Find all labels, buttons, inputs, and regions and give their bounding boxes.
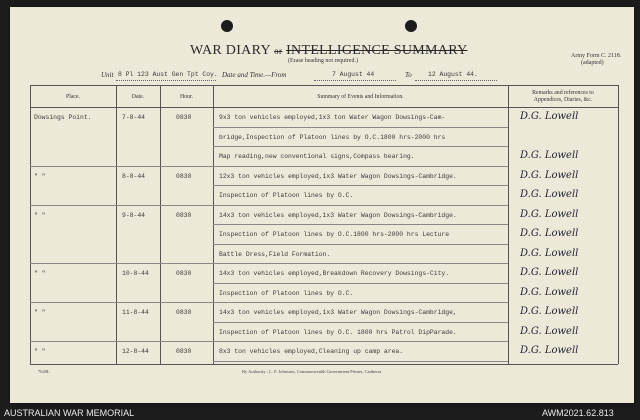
initials-signature: D.G. Lowell	[520, 325, 579, 337]
entry-summary-line: Inspection of Platoon lines by O.C.	[219, 289, 354, 297]
caption-institution: AUSTRALIAN WAR MEMORIAL	[4, 408, 135, 418]
from-value: 7 August 44	[332, 71, 375, 78]
initials-signature: D.G. Lowell	[520, 306, 579, 317]
footer-code: 7620L	[38, 369, 50, 374]
date-time-label: Date and Time.—From	[222, 71, 287, 79]
column-place: Place.	[65, 94, 80, 100]
initials-signature: D.G. Lowell	[520, 247, 579, 259]
punch-hole-left	[221, 20, 233, 32]
caption-accession: AWM2021.62.813	[542, 408, 614, 418]
column-summary: Summary of Events and Information.	[317, 94, 404, 100]
title-or: or	[274, 46, 283, 56]
form-note: (adapted)	[581, 60, 604, 66]
entry-summary-line: 14x3 ton vehicles employed,1x3 Water Wagon Dowsings-Cambridge.	[219, 211, 457, 219]
initials-signature: D.G. Lowell	[520, 228, 579, 239]
entry-summary-line: Inspection of Platoon lines by O.C.1800 hrs-2000 hrs Lecture	[219, 231, 450, 238]
initials-signature: D.G. Lowell	[520, 169, 579, 181]
title-war-diary: WAR DIARY	[190, 43, 271, 58]
initials-signature: D.G. Lowell	[520, 208, 579, 220]
entry-place: " "	[34, 270, 46, 277]
initials-signature: D.G. Lowell	[520, 286, 579, 298]
column-remarks-line2: Appendices, Diaries, &c.	[533, 97, 593, 103]
form-number: Army Form C. 2118.	[571, 53, 622, 59]
entry-place: " "	[34, 348, 46, 355]
entry-summary-line: bridge,Inspection of Platoon lines by O.C.1800 hrs-2000 hrs	[219, 133, 446, 141]
entry-hour: 0830	[176, 309, 192, 316]
diary-page	[10, 7, 634, 403]
initials-signature: D.G. Lowell	[520, 345, 579, 356]
entry-hour: 0830	[176, 114, 192, 121]
entry-date: 8-8-44	[122, 172, 146, 180]
entry-summary-line: 14x3 ton vehicles employed,1x3 Water Wagon Dowsings-Cambridge,	[219, 309, 457, 316]
entry-summary-line: 8x3 ton vehicles employed,Cleaning up camp area.	[219, 348, 404, 355]
initials-signature: D.G. Lowell	[520, 111, 579, 122]
entry-summary-line: 12x3 ton vehicles employed,1x3 Water Wagon Dowsings-Cambridge.	[219, 172, 457, 180]
entry-date: 12-8-44	[122, 348, 149, 355]
entry-summary-line: Map reading,new conventional signs,Compass bearing.	[219, 153, 415, 160]
entry-summary-line: 14x3 ton vehicles employed,Breakdown Recovery Dowsings-City.	[219, 270, 450, 277]
unit-label: Unit	[101, 71, 114, 79]
initials-signature: D.G. Lowell	[520, 150, 579, 161]
page-title	[190, 43, 467, 59]
column-hour: Hour.	[179, 94, 194, 100]
entry-hour: 0830	[176, 172, 192, 180]
unit-value: 8 Pl 123 Aust Gen Tpt Coy.	[118, 71, 218, 78]
entry-date: 7-8-44	[122, 114, 146, 121]
entry-summary-line: Inspection of Platoon lines by O.C. 1800 hrs Patrol DipParade.	[219, 328, 457, 336]
initials-signature: D.G. Lowell	[520, 189, 579, 200]
entry-summary-line: 9x3 ton vehicles employed,1x3 ton Water Wagon Dowsings-Cam-	[219, 114, 446, 121]
column-remarks-line1: Remarks and references to	[532, 90, 594, 96]
entry-summary-line: Inspection of Platoon lines by O.C.	[219, 192, 354, 199]
entry-place: " "	[34, 211, 46, 219]
punch-hole-right	[405, 20, 417, 32]
entry-hour: 0830	[176, 270, 192, 277]
entry-date: 9-8-44	[122, 211, 146, 219]
entry-hour: 0830	[176, 211, 192, 219]
title-intelligence-summary: INTELLIGENCE SUMMARY	[286, 43, 468, 58]
footer-authority: By Authority : L. F. Johnston, Commonwealth Government Printer, Canberra.	[242, 369, 383, 374]
entry-hour: 0830	[176, 348, 192, 355]
erase-note: (Erase heading not required.)	[288, 58, 358, 64]
entry-place: Dowsings Point.	[34, 114, 92, 121]
entry-place: " "	[34, 309, 46, 316]
entry-place: " "	[34, 172, 46, 180]
entry-summary-line: Battle Dress,Field Formation.	[219, 250, 331, 258]
to-label: To	[405, 71, 412, 79]
initials-signature: D.G. Lowell	[520, 267, 579, 278]
entry-date: 11-8-44	[122, 309, 149, 316]
to-value: 12 August 44.	[428, 71, 478, 78]
form-id	[571, 53, 621, 67]
column-date: Date.	[131, 94, 145, 100]
entry-date: 10-8-44	[122, 270, 149, 277]
